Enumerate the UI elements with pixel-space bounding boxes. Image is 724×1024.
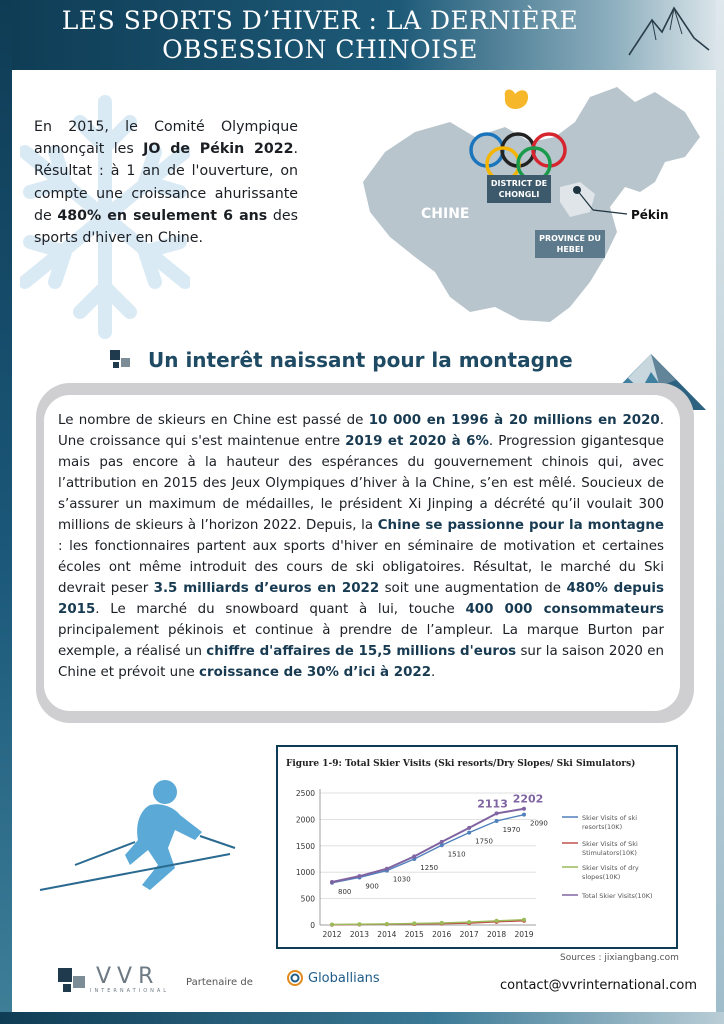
- data-point: [357, 922, 361, 926]
- body-bold-5: 480% depuis 2015: [58, 581, 664, 617]
- sources-note: Sources : jixiangbang.com: [560, 953, 679, 963]
- data-point: [440, 840, 444, 844]
- legend-label-cont: Stimulators(10K): [582, 849, 637, 857]
- body-text-8: sur la saison 2020 en Chine et prévoit une: [58, 644, 664, 680]
- data-point: [412, 854, 416, 858]
- data-label: 900: [365, 882, 379, 891]
- legend-label: Total Skier Visits(10K): [582, 892, 653, 900]
- intro-bold-2: 480% en seulement 6 ans: [57, 207, 268, 224]
- body-paragraph: [58, 410, 664, 683]
- data-label: 1750: [475, 837, 493, 846]
- contact-email[interactable]: contact@vvrinternational.com: [500, 978, 698, 993]
- data-point: [330, 880, 334, 884]
- x-tick-label: 2012: [322, 930, 342, 939]
- body-text-4: : les fonctionnaires partent aux sports d'hiver en séminaire de motivation et certaines écoles ont même introduit des cours de ski obligatoires. Résultat, le marché du Ski devrait peser: [58, 539, 664, 596]
- x-tick-label: 2018: [487, 930, 507, 939]
- data-point: [467, 831, 471, 835]
- map-province-line-1: PROVINCE DU: [539, 234, 601, 243]
- data-point: [522, 813, 526, 817]
- y-tick-label: 2000: [295, 815, 315, 825]
- data-point: [467, 826, 471, 830]
- x-tick-label: 2015: [404, 930, 424, 939]
- page-title: [30, 6, 610, 64]
- section-heading: [110, 348, 573, 372]
- body-text-5: soit une augmentation de: [379, 581, 567, 596]
- map-city-label: Pékin: [631, 208, 669, 222]
- intro-text-1: En 2015, le Comité Olympique annonçait les: [34, 119, 298, 158]
- skier-visits-chart: [278, 747, 676, 947]
- body-bold-8: croissance de 30% d’ici à 2022: [199, 665, 432, 680]
- data-point: [357, 874, 361, 878]
- intro-text-3: des sports d'hiver en Chine.: [34, 207, 298, 247]
- x-tick-label: 2013: [349, 930, 369, 939]
- title-line-2: OBSESSION CHINOISE: [162, 35, 478, 64]
- data-point: [330, 922, 334, 926]
- chart-title: Figure 1-9: Total Skier Visits (Ski resorts/Dry Slopes/ Ski Simulators): [286, 759, 636, 769]
- frame-left: [0, 0, 12, 1024]
- data-point: [495, 919, 499, 923]
- body-text-7: principalement pékinois et continue à prendre de l’ampleur. La marque Burton par exemple, a réalisé un: [58, 623, 664, 659]
- intro-text-2: . Résultat : à 1 an de l'ouverture, on compte une croissance ahurissante de: [34, 141, 299, 224]
- data-point: [385, 867, 389, 871]
- legend-label: Skier Visits of dry: [582, 864, 639, 872]
- legend-label-cont: resorts(10K): [582, 823, 623, 831]
- skier-icon: [30, 770, 250, 910]
- partner-label: Partenaire de: [186, 977, 253, 988]
- y-tick-label: 0: [310, 921, 315, 930]
- legend-label-cont: slopes(10K): [582, 873, 621, 881]
- data-point: [522, 807, 526, 811]
- y-tick-label: 500: [300, 894, 315, 904]
- x-tick-label: 2014: [377, 930, 397, 939]
- y-tick-label: 1000: [295, 868, 315, 878]
- body-bold-3: Chine se passionne pour la montagne: [377, 518, 665, 533]
- data-label: 1030: [392, 875, 411, 884]
- x-tick-label: 2017: [459, 930, 479, 939]
- body-text-6: . Le marché du snowboard quant à lui, touche: [95, 602, 466, 617]
- chart-container: [276, 745, 678, 949]
- data-label: 2090: [530, 819, 548, 828]
- data-point: [495, 811, 499, 815]
- data-point: [495, 819, 499, 823]
- china-map: [355, 82, 710, 344]
- body-text-1: Le nombre de skieurs en Chine est passé de: [58, 413, 369, 428]
- vvr-logo: [58, 966, 169, 996]
- map-district-line-2: CHONGLI: [498, 190, 540, 199]
- data-label: 1250: [420, 864, 439, 872]
- map-country-label: CHINE: [421, 206, 470, 222]
- vvr-subtitle: INTERNATIONAL: [90, 988, 170, 994]
- section-bullet-icon: [110, 348, 134, 372]
- y-tick-label: 2500: [295, 789, 315, 798]
- legend-label: Skier Visits of Ski: [582, 840, 638, 848]
- x-tick-label: 2019: [514, 930, 534, 939]
- highlight-label: 2113: [477, 797, 508, 811]
- data-label: 1510: [447, 850, 466, 859]
- data-point: [440, 843, 444, 847]
- vvr-logo-icon: [58, 966, 90, 996]
- body-bold-4: 3.5 milliards d’euros en 2022: [153, 581, 380, 596]
- globallians-logo: [286, 969, 380, 987]
- vvr-name: VVR: [96, 964, 160, 989]
- section-title: Un interêt naissant pour la montagne: [148, 348, 573, 372]
- data-point: [412, 921, 416, 925]
- mountain-sketch-icon: [624, 0, 714, 70]
- data-label: 800: [338, 887, 352, 896]
- map-district-line-1: DISTRICT DE: [490, 179, 548, 188]
- body-text-3: . Progression gigantesque mais pas encore à la hauteur des espérances du gouvernement chinois qui, avec l’attribution en 2015 des Jeux Olympiques d’hiver à la Chine, s’en est mêlé. Soucieux de s’assurer un maximum de médailles, le président Xi Jinping a décrété qu’il voulait 300 millions de skieurs à l’horizon 2022. Depuis, la: [58, 434, 664, 533]
- body-bold-6: 400 000 consommateurs: [465, 602, 664, 617]
- legend-label: Skier Visits of ski: [582, 814, 638, 822]
- intro-paragraph: [34, 116, 298, 249]
- intro-bold-1: JO de Pékin 2022: [143, 141, 294, 158]
- body-bold-7: chiffre d'affaires de 15,5 millions d'euros: [206, 644, 517, 659]
- highlight-label: 2202: [512, 792, 544, 806]
- y-tick-label: 1500: [295, 841, 315, 851]
- data-point: [385, 922, 389, 926]
- body-bold-1: 10 000 en 1996 à 20 millions en 2020: [368, 413, 660, 428]
- map-province-line-2: HEBEI: [556, 245, 584, 254]
- globallians-name: Globallians: [308, 970, 380, 986]
- title-line-1: LES SPORTS D’HIVER : LA DERNIÈRE: [61, 6, 579, 35]
- body-bold-2: 2019 et 2020 à 6%: [345, 434, 489, 449]
- frame-right: [716, 0, 724, 1024]
- body-text-9: .: [431, 665, 436, 680]
- data-point: [467, 920, 471, 924]
- data-point: [522, 918, 526, 922]
- globallians-icon: [286, 969, 304, 987]
- body-text-2: . Une croissance qui s'est maintenue entre: [58, 413, 664, 449]
- data-label: 1970: [502, 825, 521, 834]
- frame-bottom: [0, 1012, 724, 1024]
- data-point: [440, 921, 444, 925]
- x-tick-label: 2016: [432, 930, 452, 939]
